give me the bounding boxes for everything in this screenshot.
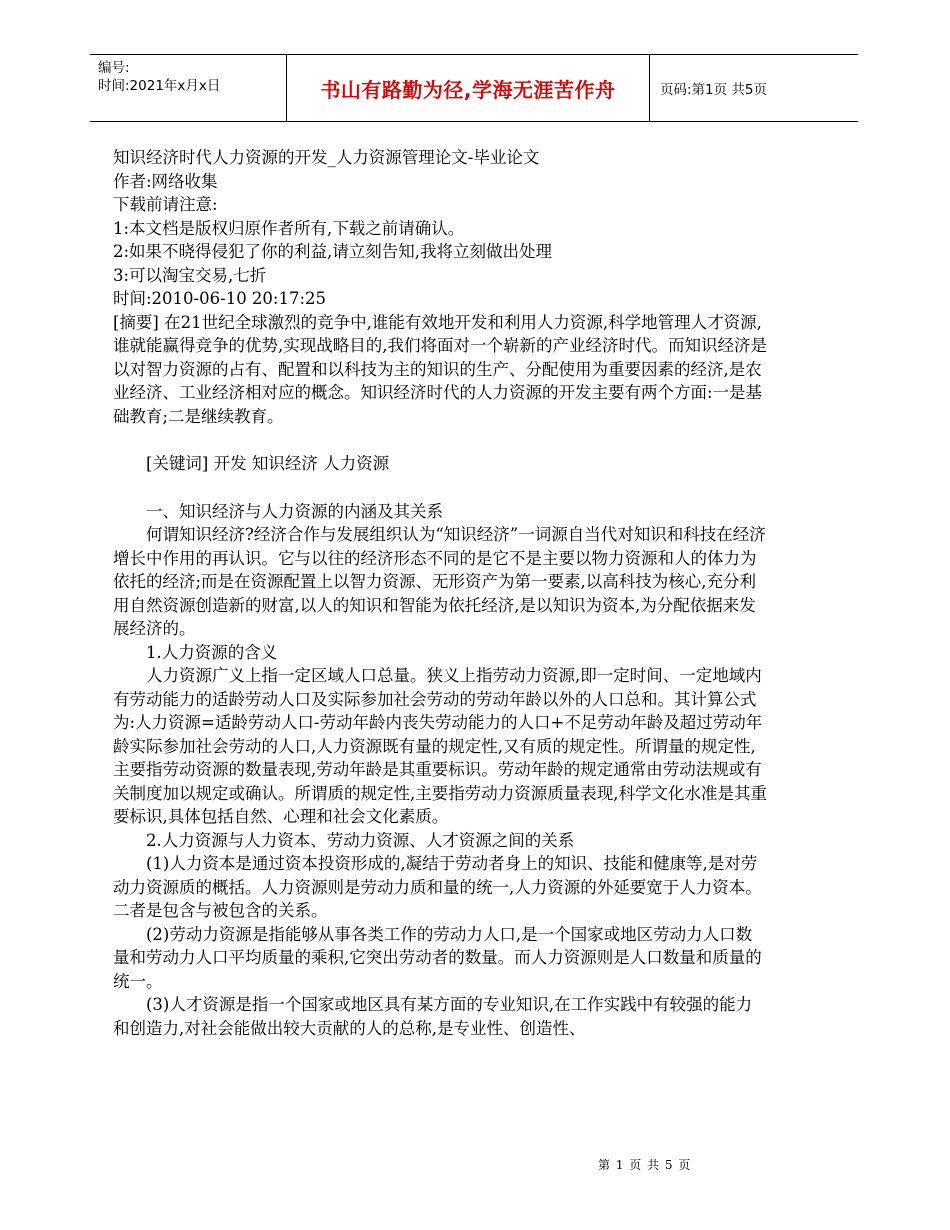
header-motto: 书山有路勤为径,学海无涯苦作舟 xyxy=(286,55,650,121)
subsection-heading: 2.人力资源与人力资本、劳动力资源、人才资源之间的关系 xyxy=(146,830,575,850)
header-time-label: 时间:2021年x月x日 xyxy=(98,78,221,94)
paragraph: 何谓知识经济?经济合作与发展组织认为“知识经济”一词源自当代对知识和科技在经济增长中作用的再认识。它与以往的经济形态不同的是它不是主要以物力资源和人的体力为依托的经济;而是在资源配置上以智力资源、无形资产为第一要素,以高科技为核心,充分利用自然资源创造新的财富,以人的知识和智能为依托经济,是以知识为资本,为分配依据来发展经济的。 xyxy=(113,525,766,638)
abstract: [摘要] 在21世纪全球激烈的竞争中,谁能有效地开发和利用人力资源,科学地管理人才资源,谁就能赢得竞争的优势,实现战略目的,我们将面对一个崭新的产业经济时代。而知识经济是以对智力资源的占有、配置和以科技为主的知识的生产、分配使用为重要因素的经济,是农业经济、工业经济相对应的概念。知识经济时代的人力资源的开发主要有两个方面:一是基础教育;二是继续教育。 xyxy=(113,312,767,426)
header-page-info: 页码:第1页 共5页 xyxy=(660,82,768,98)
doc-title: 知识经济时代人力资源的开发_人力资源管理论文-毕业论文 xyxy=(113,148,540,167)
paragraph: (2)劳动力资源是指能够从事各类工作的劳动力人口,是一个国家或地区劳动力人口数量和劳动力人口平均质量的乘积,它突出劳动者的数量。而人力资源则是人口数量和质量的统一。 xyxy=(113,924,762,991)
notice-item: 2:如果不晓得侵犯了你的利益,请立刻告知,我将立刻做出处理 xyxy=(113,242,553,261)
doc-author: 作者:网络收集 xyxy=(113,171,218,191)
notice-item: 1:本文档是版权归原作者所有,下载之前请确认。 xyxy=(113,218,465,238)
keywords: [关键词] 开发 知识经济 人力资源 xyxy=(146,454,390,473)
doc-time: 时间:2010-06-10 20:17:25 xyxy=(113,289,327,308)
notice-heading: 下载前请注意: xyxy=(113,195,218,214)
notice-item: 3:可以淘宝交易,七折 xyxy=(113,265,267,285)
subsection-heading: 1.人力资源的含义 xyxy=(146,642,278,662)
page-footer: 第 1 页 共 5 页 xyxy=(598,1158,692,1172)
paragraph: (3)人才资源是指一个国家或地区具有某方面的专业知识,在工作实践中有较强的能力和创造力,对社会能做出较大贡献的人的总称,是专业性、创造性、 xyxy=(113,995,753,1038)
section-heading: 一、知识经济与人力资源的内涵及其关系 xyxy=(146,501,443,521)
header-number-label: 编号: xyxy=(98,60,130,76)
paragraph: 人力资源广义上指一定区域人口总量。狭义上指劳动力资源,即一定时间、一定地域内有劳动能力的适龄劳动人口及实际参加社会劳动的劳动年龄以外的人口总和。其计算公式为:人力资源=适龄劳动人口-劳动年龄内丧失劳动能力的人口+不足劳动年龄及超过劳动年龄实际参加社会劳动的人口,人力资源既有量的规定性,又有质的规定性。所谓量的规定性,主要指劳动资源的数量表现,劳动年龄是其重要标识。劳动年龄的规定通常由劳动法规或有关制度加以规定或确认。所谓质的规定性,主要指劳动力资源质量表现,科学文化水准是其重要标识,具体包括自然、心理和社会文化素质。 xyxy=(113,666,767,826)
header-meta xyxy=(90,55,286,121)
paragraph: (1)人力资本是通过资本投资形成的,凝结于劳动者身上的知识、技能和健康等,是对劳动力资源质的概括。人力资源则是劳动力质和量的统一,人力资源的外延要宽于人力资本。二者是包含与被包含的关系。 xyxy=(113,854,762,920)
document-body xyxy=(113,146,768,1040)
page-header xyxy=(90,54,858,122)
